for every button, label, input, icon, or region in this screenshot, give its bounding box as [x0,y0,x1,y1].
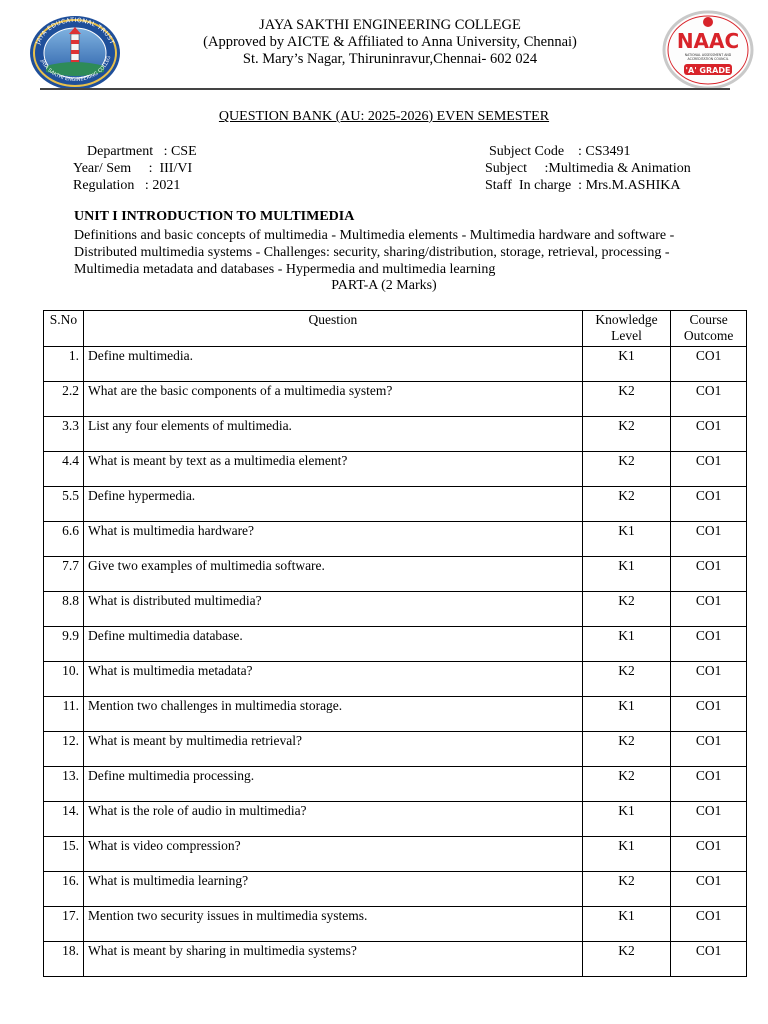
knowledge-level: K2 [582,942,670,977]
question-text: Define multimedia. [83,347,582,382]
header-knowledge-level: Knowledge Level [582,311,670,347]
approval-text: (Approved by AICTE & Affiliated to Anna University, Chennai) [203,34,577,50]
table-row [44,592,747,627]
knowledge-level: K2 [582,872,670,907]
question-text: What is multimedia hardware? [83,522,582,557]
page-title-text: QUESTION BANK (AU: 2025-2026) EVEN SEMESTER [218,109,550,124]
knowledge-level: K1 [582,697,670,732]
question-number: 8.8 [44,592,84,627]
question-text: What is meant by multimedia retrieval? [83,732,582,767]
question-text: What is distributed multimedia? [83,592,582,627]
question-number: 5.5 [44,487,84,522]
question-text: What is meant by sharing in multimedia systems? [83,942,582,977]
course-outcome: CO1 [671,697,747,732]
table-body [44,347,747,977]
course-outcome: CO1 [671,802,747,837]
table-row [44,837,747,872]
course-outcome: CO1 [671,487,747,522]
unit-description: Definitions and basic concepts of multimedia - Multimedia elements - Multimedia hardware and software - Distributed multimedia systems - Challenges: security, sharing/distribution, storage, retrieval, processing - Multimedia metadata and databases - Hypermedia and multimedia learning [74,228,675,277]
address-text: St. Mary’s Nagar, Thiruninravur,Chennai- 602 024 [242,51,538,67]
question-number: 16. [44,872,84,907]
table-row [44,907,747,942]
knowledge-level: K2 [582,662,670,697]
knowledge-level: K1 [582,557,670,592]
knowledge-level: K1 [582,347,670,382]
question-number: 11. [44,697,84,732]
college-logo [28,14,122,92]
table-row [44,347,747,382]
knowledge-level: K2 [582,732,670,767]
knowledge-level: K2 [582,417,670,452]
question-text: Define multimedia database. [83,627,582,662]
question-number: 3.3 [44,417,84,452]
svg-text:NATIONAL ASSESSMENT AND: NATIONAL ASSESSMENT AND [684,53,732,57]
question-text: Define multimedia processing. [83,767,582,802]
question-text: What are the basic components of a multimedia system? [83,382,582,417]
knowledge-level: K1 [582,837,670,872]
question-text: What is the role of audio in multimedia? [83,802,582,837]
table-row [44,382,747,417]
table-row [44,767,747,802]
knowledge-level: K2 [582,452,670,487]
course-outcome: CO1 [671,452,747,487]
question-text: What is multimedia learning? [83,872,582,907]
header-question: Question [83,311,582,347]
part-title: PART-A (2 Marks) [331,278,437,293]
naac-title: NAAC [676,29,740,53]
question-number: 6.6 [44,522,84,557]
question-number: 17. [44,907,84,942]
question-number: 4.4 [44,452,84,487]
svg-text:JAYA EDUCATIONAL TRUST: JAYA EDUCATIONAL TRUST [34,16,116,46]
table-row [44,662,747,697]
question-number: 18. [44,942,84,977]
table-header-row [44,311,747,347]
question-number: 12. [44,732,84,767]
course-outcome: CO1 [671,592,747,627]
naac-logo [662,10,754,90]
course-outcome: CO1 [671,417,747,452]
table-row [44,522,747,557]
course-outcome: CO1 [671,732,747,767]
table-row [44,452,747,487]
question-text: Give two examples of multimedia software. [83,557,582,592]
course-outcome: CO1 [671,907,747,942]
unit-title: UNIT I INTRODUCTION TO MULTIMEDIA [74,209,355,224]
question-number: 1. [44,347,84,382]
table-row [44,417,747,452]
header-course-outcome: Course Outcome [671,311,747,347]
question-number: 15. [44,837,84,872]
knowledge-level: K1 [582,802,670,837]
question-number: 10. [44,662,84,697]
course-outcome: CO1 [671,837,747,872]
college-name: JAYA SAKTHI ENGINEERING COLLEGE [259,17,521,33]
page-title [0,109,768,125]
question-text: Define hypermedia. [83,487,582,522]
question-text: What is video compression? [83,837,582,872]
knowledge-level: K1 [582,522,670,557]
question-number: 13. [44,767,84,802]
question-number: 7.7 [44,557,84,592]
question-number: 14. [44,802,84,837]
meta-regulation: Regulation : 2021 [73,178,181,193]
knowledge-level: K2 [582,592,670,627]
question-number: 9.9 [44,627,84,662]
table-row [44,487,747,522]
meta-subject: Subject :Multimedia & Animation [485,161,691,176]
meta-staff: Staff In charge : Mrs.M.ASHIKA [485,178,681,193]
course-outcome: CO1 [671,767,747,802]
header-sno: S.No [44,311,84,347]
table-row [44,697,747,732]
course-outcome: CO1 [671,382,747,417]
course-outcome: CO1 [671,557,747,592]
meta-department: Department : CSE [87,144,197,159]
question-table [43,310,747,977]
table-row [44,557,747,592]
knowledge-level: K2 [582,382,670,417]
course-outcome: CO1 [671,942,747,977]
question-text: What is multimedia metadata? [83,662,582,697]
naac-grade: 'A' GRADE [685,66,731,75]
meta-subject-code: Subject Code : CS3491 [489,144,631,159]
course-outcome: CO1 [671,872,747,907]
course-outcome: CO1 [671,347,747,382]
header-divider [40,88,730,90]
course-outcome: CO1 [671,522,747,557]
meta-year-sem: Year/ Sem : III/VI [73,161,193,176]
question-text: Mention two challenges in multimedia storage. [83,697,582,732]
svg-text:ACCREDITATION COUNCIL: ACCREDITATION COUNCIL [687,57,729,61]
table-row [44,627,747,662]
svg-text:JAYA SAKTHI ENGINEERING COLLEG: JAYA SAKTHI ENGINEERING COLLEG [38,55,113,84]
table-row [44,872,747,907]
knowledge-level: K1 [582,627,670,662]
question-text: What is meant by text as a multimedia element? [83,452,582,487]
course-outcome: CO1 [671,662,747,697]
knowledge-level: K2 [582,767,670,802]
knowledge-level: K2 [582,487,670,522]
question-number: 2.2 [44,382,84,417]
course-outcome: CO1 [671,627,747,662]
question-text: Mention two security issues in multimedia systems. [83,907,582,942]
question-text: List any four elements of multimedia. [83,417,582,452]
table-row [44,802,747,837]
table-row [44,732,747,767]
table-row [44,942,747,977]
knowledge-level: K1 [582,907,670,942]
